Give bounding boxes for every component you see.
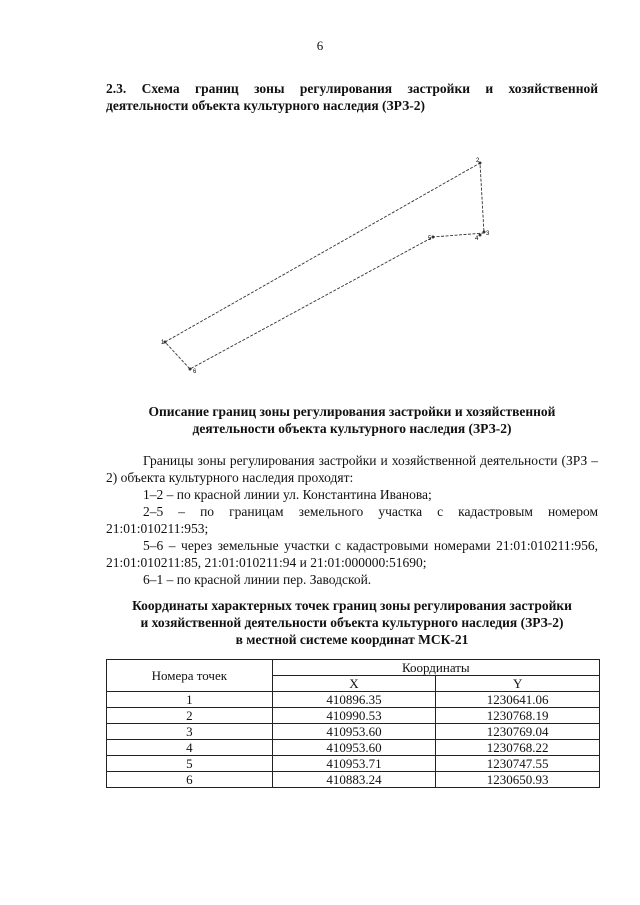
x-cell: 410953.60 [272,724,436,740]
x-cell: 410953.60 [272,740,436,756]
coordinates-heading-line: в местной системе координат МСК-21 [235,632,469,647]
header-coordinates: Координаты [272,660,599,676]
description-item: 2–5 – по границам земельного участка с кадастровым номером 21:01:010211:953; [106,504,598,536]
table-row [107,708,600,724]
description-text [106,452,598,588]
point-label-1: 1 [161,340,165,346]
point-number-cell: 2 [107,708,273,724]
point-5-marker [432,236,435,239]
point-number-cell: 1 [107,692,273,708]
table-row [107,772,600,788]
point-label-5: 5 [428,236,432,242]
description-heading-line: деятельности объекта культурного наследия (ЗРЗ-2) [192,421,512,436]
point-label-2: 2 [476,158,480,164]
point-number-cell: 3 [107,724,273,740]
point-6-marker [189,368,192,371]
section-title: 2.3. Схема границ зоны регулирования застройки и хозяйственной деятельности объекта культурного наследия (ЗРЗ-2) [106,81,598,113]
point-label-3: 3 [486,231,490,237]
y-cell: 1230641.06 [436,692,600,708]
point-label-6: 6 [193,369,197,375]
zone-boundary-polygon [165,163,484,369]
table-row [107,756,600,772]
coordinates-table [106,659,600,788]
point-number-cell: 6 [107,772,273,788]
description-item: 5–6 – через земельные участки с кадастровыми номерами 21:01:010211:956, 21:01:010211:85, 21:01:010211:94 и 21:01:000000:51690; [106,538,598,570]
coordinates-heading [106,597,598,648]
y-cell: 1230768.19 [436,708,600,724]
boundary-scheme [150,148,500,378]
description-heading-line: Описание границ зоны регулирования застройки и хозяйственной [148,404,556,419]
x-cell: 410896.35 [272,692,436,708]
point-label-4: 4 [475,236,479,242]
y-cell: 1230650.93 [436,772,600,788]
y-cell: 1230747.55 [436,756,600,772]
point-number-cell: 5 [107,756,273,772]
description-item: 6–1 – по красной линии пер. Заводской. [143,572,372,587]
x-cell: 410990.53 [272,708,436,724]
table-row [107,724,600,740]
point-number-cell: 4 [107,740,273,756]
table-header-row [107,660,600,676]
description-heading [106,403,598,437]
description-paragraph: Границы зоны регулирования застройки и хозяйственной деятельности (ЗРЗ – 2) объекта культурного наследия проходят: [106,453,598,485]
description-item: 1–2 – по красной линии ул. Константина Иванова; [143,487,432,502]
x-cell: 410953.71 [272,756,436,772]
header-x: X [272,676,436,692]
y-cell: 1230768.22 [436,740,600,756]
page-number: 6 [316,38,324,53]
x-cell: 410883.24 [272,772,436,788]
header-point-numbers: Номера точек [107,660,273,692]
coordinates-heading-line: Координаты характерных точек границ зоны регулирования застройки [132,598,572,613]
coordinates-table-body [107,692,600,788]
point-4-marker [479,234,482,237]
y-cell: 1230769.04 [436,724,600,740]
table-row [107,692,600,708]
header-y: Y [436,676,600,692]
table-row [107,740,600,756]
coordinates-heading-line: и хозяйственной деятельности объекта культурного наследия (ЗРЗ-2) [140,615,564,630]
